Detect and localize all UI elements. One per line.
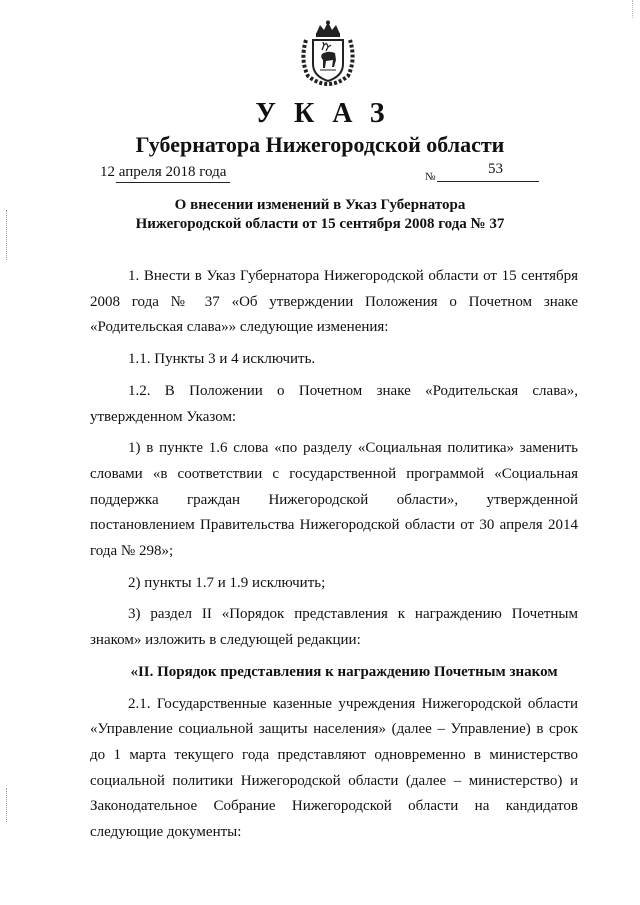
paragraph-2-1: 2.1. Государственные казенные учреждения Нижегородской области «Управление социальной защиты населения» (далее – Управление) в срок до 1 марта текущего года представляют одновременно в министерство социальной политики Нижегородской области (далее – министерство) и Законодательное Собрание Нижегородской области на кандидатов следующие документы: — [90, 695, 578, 841]
decree-number: 53 — [488, 161, 503, 177]
number-underline — [437, 181, 539, 182]
decree-body — [90, 264, 578, 852]
scan-edge-mark — [6, 788, 8, 822]
decree-subject — [0, 196, 640, 234]
paragraph-1-2: 1.2. В Положении о Почетном знаке «Родительская слава», утвержденном Указом: — [90, 382, 578, 425]
paragraph-item-2: 2) пункты 1.7 и 1.9 исключить; — [128, 574, 326, 591]
scan-edge-mark — [632, 0, 634, 18]
number-label: № — [425, 171, 436, 183]
decree-title: УКАЗ — [255, 98, 403, 129]
paragraph-item-3: 3) раздел II «Порядок представления к награждению Почетным знаком» изложить в следующей редакции: — [90, 606, 578, 649]
paragraph-1: 1. Внести в Указ Губернатора Нижегородской области от 15 сентября 2008 года № 37 «Об утверждении Положения о Почетном знаке «Родительская слава»» следующие изменения: — [90, 268, 578, 336]
subject-line-2: Нижегородской области от 15 сентября 2008 года № 37 — [135, 216, 505, 232]
section-heading: «II. Порядок представления к награждению Почетным знаком — [130, 663, 558, 680]
subject-line-1: О внесении изменений в Указ Губернатора — [174, 197, 466, 213]
paragraph-item-1: 1) в пункте 1.6 слова «по разделу «Социальная политика» заменить словами «в соответствии с государственной программой «Социальная поддержка граждан Нижегородской области», утвержденной постановлением Правительства Нижегородской области от 30 апреля 2014 года № 298»; — [90, 440, 578, 560]
issuer-title: Губернатора Нижегородской области — [135, 132, 505, 157]
scan-edge-mark — [6, 210, 8, 260]
coat-of-arms-icon — [298, 20, 358, 86]
decree-date: 12 апреля 2018 года — [100, 164, 227, 180]
date-underline — [116, 182, 230, 183]
paragraph-1-1: 1.1. Пункты 3 и 4 исключить. — [128, 351, 316, 368]
